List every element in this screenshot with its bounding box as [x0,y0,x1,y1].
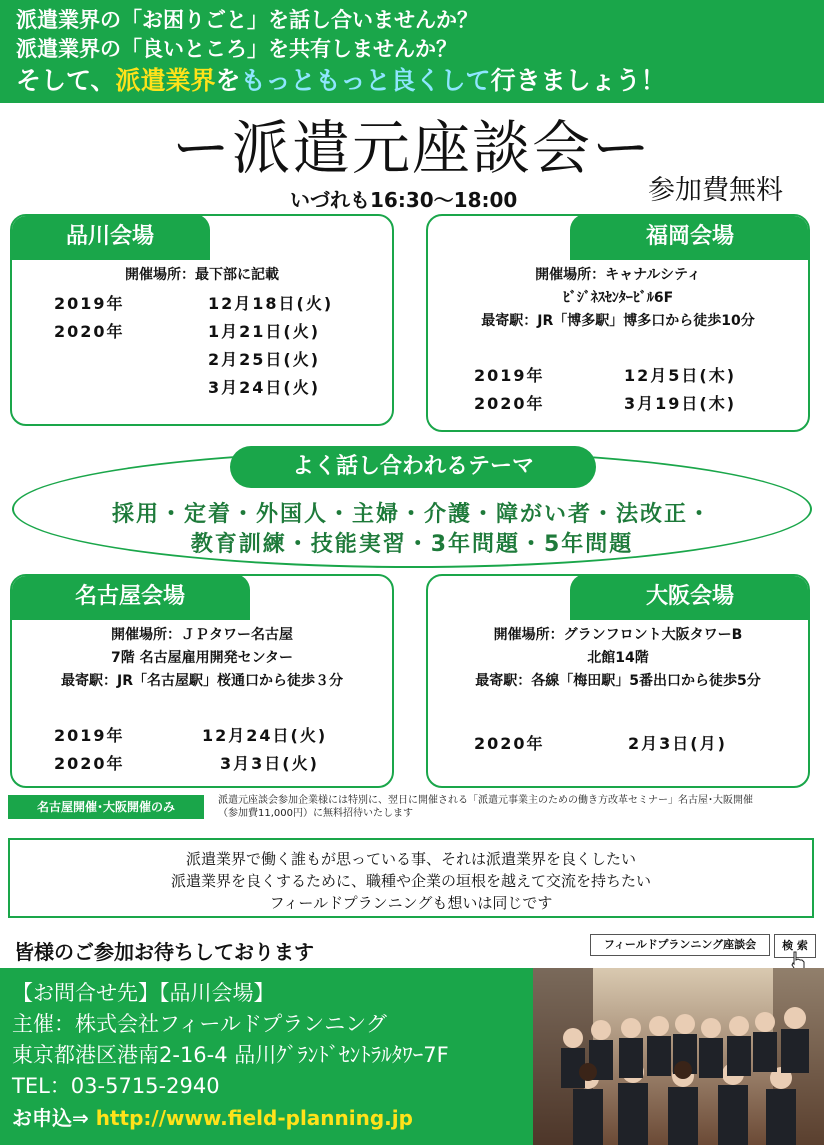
venue-header-shinagawa: 品川会場 [10,214,210,260]
venue-header-osaka: 大阪会場 [570,574,810,620]
apply-label: お申込⇒ [12,1106,89,1130]
page-title: ー派遣元座談会ー [171,114,652,182]
venue-info-line: 7階 名古屋雇用開発センター [110,650,294,666]
website-link[interactable]: http://www.field-planning.jp [95,1106,413,1130]
venue-info-line: ﾋﾞｼﾞﾈｽｾﾝﾀｰﾋﾞﾙ6F [562,290,674,306]
waiting-message: 皆様のご参加お待ちしております [14,940,314,964]
venue-dates-nagoya [202,722,327,778]
venue-info-fukuoka [428,264,808,333]
contact-phone: TEL：03-5715-2940 [12,1074,220,1098]
banner-line-3-a: そして、 [16,66,116,95]
venue-card-nagoya [10,574,394,788]
apply-line [12,1102,521,1134]
year-label: 2020年 [474,734,545,753]
venue-dates-fukuoka [624,362,736,418]
venue-info-osaka [428,624,808,693]
date-label: 3月3日(火) [220,754,319,773]
year-label: 2020年 [474,394,545,413]
banner-line-3-e: 行きましょう！ [490,66,666,95]
venue-info-nagoya [12,624,392,693]
banner-line-3 [16,64,808,98]
venue-dates-shinagawa [208,290,333,402]
message-line-3: フィールドプランニングも想いは同じです [269,894,553,912]
nagoya-osaka-only-tag: 名古屋開催･大阪開催のみ [8,795,204,819]
contact-organizer: 主催：株式会社フィールドプランニング [12,1012,387,1036]
year-label: 2019年 [54,726,125,745]
note-line-1: 派遣元座談会参加企業様には特別に、翌日に開催される「派遣元事業主のための働き方改革セミナー」名古屋･大阪開催 [218,795,753,806]
message-box [8,838,814,918]
venue-card-osaka [426,574,810,788]
venue-years-shinagawa [54,290,125,346]
venue-info-line: 開催場所：グランフロント大阪タワーB [493,627,743,643]
seminar-invitation-note [218,794,818,820]
year-label: 2020年 [54,322,125,341]
venue-info-shinagawa [12,264,392,287]
note-line-2: （参加費11,000円）に無料招待いたします [218,808,413,819]
venue-card-fukuoka [426,214,810,432]
banner-line-3-d: もっともっと良くして [240,66,491,95]
group-photo [533,968,824,1145]
date-label: 3月19日(木) [624,394,737,413]
venue-info-line: 北館14階 [587,650,649,666]
search-button[interactable]: 検 索 [774,934,816,958]
venue-info-line: 開催場所：最下部に記載 [125,267,279,283]
venue-info-line: 最寄駅：JR「名古屋駅」桜通口から徒歩３分 [61,673,343,689]
banner-line-3-b: 派遣業界 [115,66,216,95]
contact-panel [0,968,533,1145]
venue-years-fukuoka [474,362,545,418]
date-label: 12月18日(火) [208,294,334,313]
date-label: 12月5日(木) [624,366,737,385]
venue-header-nagoya: 名古屋会場 [10,574,250,620]
venue-years-nagoya [54,722,125,778]
year-label: 2019年 [474,366,545,385]
date-label: 3月24日(火) [208,378,321,397]
message-line-2: 派遣業界を良くするために、職種や企業の垣根を越えて交流を持ちたい [170,872,651,890]
participation-fee: 参加費無料 [648,175,783,206]
venue-info-line: 開催場所：キャナルシティ [535,267,701,283]
date-label: 12月24日(火) [202,726,328,745]
venue-info-line: 開催場所：ＪＰタワー名古屋 [111,627,293,643]
themes-list [0,500,824,560]
venue-info-line: 最寄駅：JR「博多駅」博多口から徒歩10分 [481,313,755,329]
venue-dates-osaka [628,730,727,758]
message-line-1: 派遣業界で働く誰もが思っている事、それは派遣業界を良くしたい [185,850,636,868]
date-label: 2月3日(月) [628,734,727,753]
themes-line-1: 採用・定着・外国人・主婦・介護・障がい者・法改正・ [111,502,712,527]
venue-card-shinagawa [10,214,394,426]
contact-heading: 【お問合せ先】【品川会場】 [12,981,275,1005]
year-label: 2019年 [54,294,125,313]
search-input[interactable]: フィールドプランニング座談会 [590,934,770,956]
contact-address: 東京都港区港南2-16-4 品川ｸﾞﾗﾝﾄﾞｾﾝﾄﾗﾙﾀﾜｰ7F [12,1043,449,1067]
date-label: 1月21日(火) [208,322,321,341]
date-label: 2月25日(火) [208,350,321,369]
banner-line-3-c: を [215,66,241,95]
year-label: 2020年 [54,754,125,773]
venue-years-osaka [474,730,545,758]
banner-line-1: 派遣業界の「お困りごと」を話し合いませんか？ [16,8,478,32]
venue-header-fukuoka: 福岡会場 [570,214,810,260]
themes-title: よく話し合われるテーマ [230,446,596,488]
event-time: いづれも16:30〜18:00 [290,188,518,212]
banner-line-2: 派遣業界の「良いところ」を共有しませんか？ [16,37,457,61]
top-banner [0,0,824,103]
themes-line-2: 教育訓練・技能実習・3年問題・5年問題 [190,532,634,557]
venue-info-line: 最寄駅：各線「梅田駅」5番出口から徒歩5分 [475,673,761,689]
